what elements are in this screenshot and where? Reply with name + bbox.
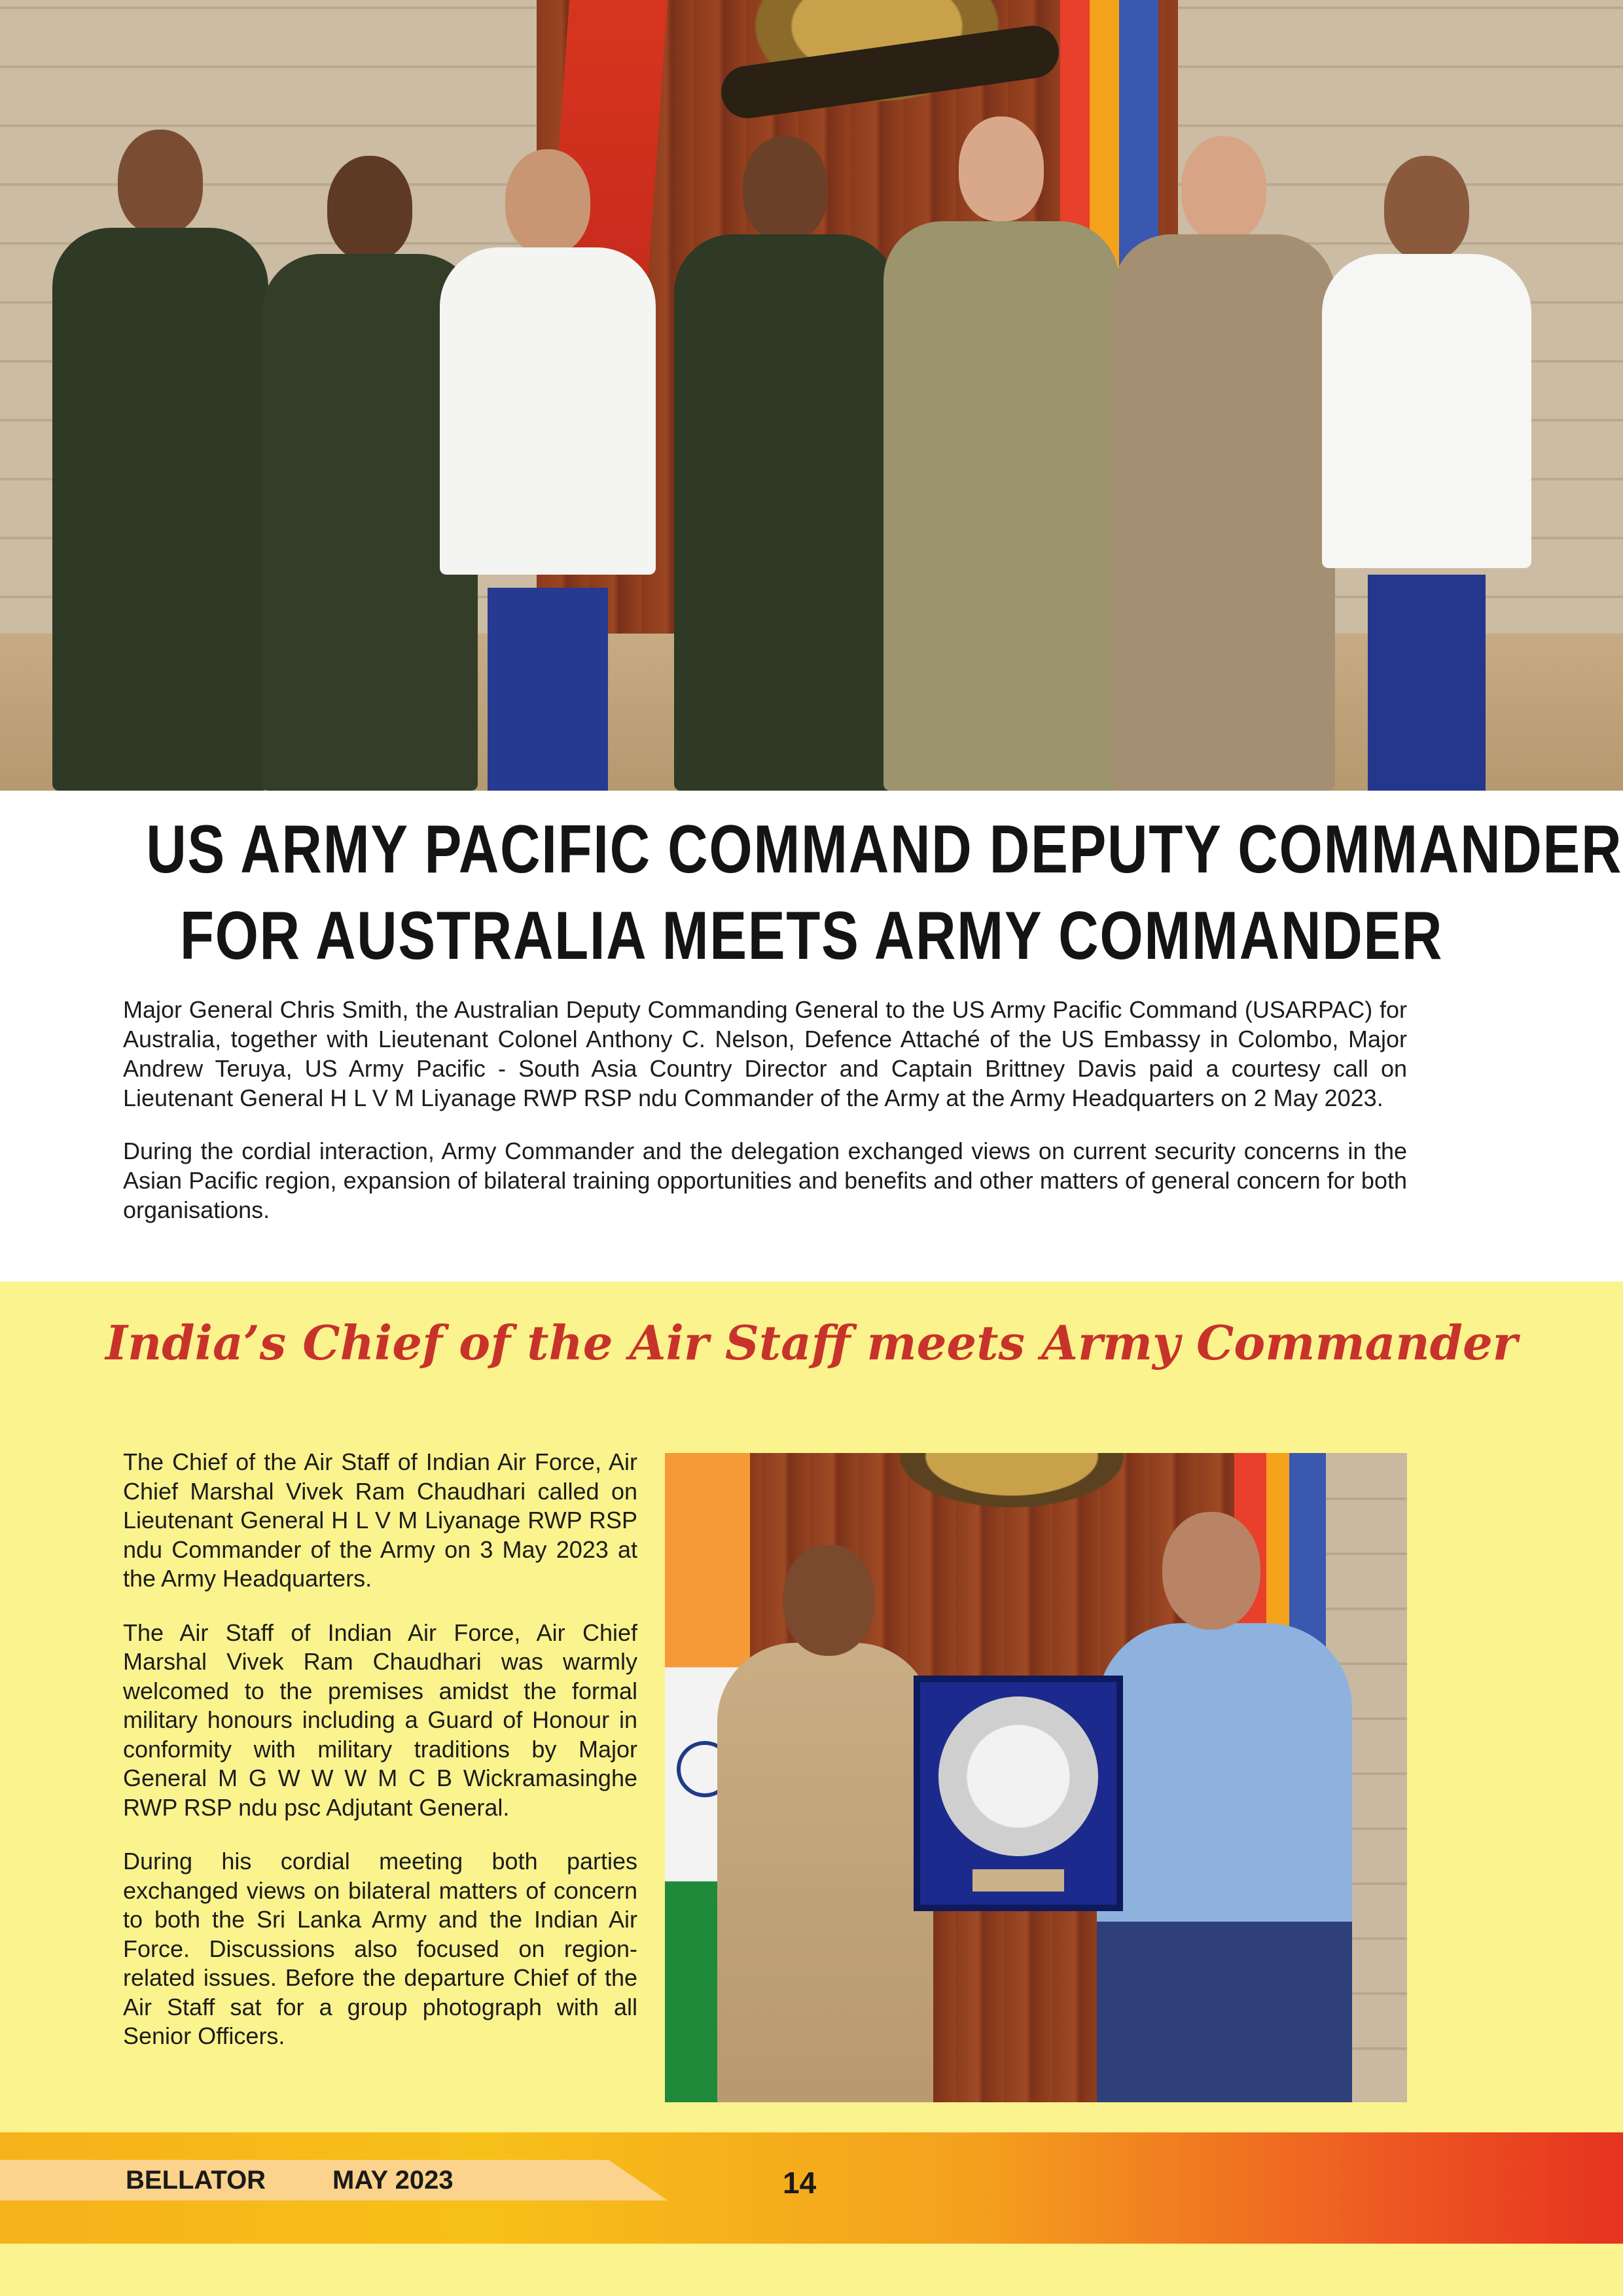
army-crest-icon — [861, 1453, 1162, 1525]
article2-paragraph: The Chief of the Air Staff of Indian Air Force, Air Chief Marshal Vivek Ram Chaudhari called on Lieutenant General H L V M Liyanage RWP RSP ndu Commander of the Army on 3 May 2023 at the Army Headquarters. — [123, 1448, 637, 1592]
footer-magazine-name: BELLATOR — [126, 2166, 266, 2195]
article2-body — [123, 1448, 637, 2076]
person-5 — [883, 117, 1119, 791]
plaque-presentation-photo — [665, 1453, 1407, 2102]
article1-title-line1: US ARMY PACIFIC COMMAND DEPUTY COMMANDER — [146, 812, 1623, 888]
article1-paragraph: Major General Chris Smith, the Australian Deputy Commanding General to the US Army Pacific Command (USARPAC) for Australia, together with Lieutenant Colonel Anthony C. Nelson, Defence Attaché of the US Embassy in Colombo, Major Andrew Teruya, US Army Pacific - South Asia Country Director and Captain Brittney Davis paid a courtesy call on Lieutenant General H L V M Liyanage RWP RSP ndu Commander of the Army at the Army Headquarters on 2 May 2023. — [123, 996, 1407, 1111]
page-number: 14 — [783, 2166, 817, 2200]
article1-title — [146, 806, 1623, 979]
person-7 — [1322, 156, 1531, 791]
person-1 — [52, 130, 268, 791]
article1-paragraph: During the cordial interaction, Army Commander and the delegation exchanged views on current security concerns in the Asian Pacific region, expansion of bilateral training opportunities and benefits and other matters of general concern for both organisations. — [123, 1138, 1407, 1223]
article2-title: India’s Chief of the Air Staff meets Army Commander — [105, 1315, 1518, 1371]
article1-title-line2: FOR AUSTRALIA MEETS ARMY COMMANDER — [179, 898, 1444, 974]
army-commander-figure — [717, 1643, 933, 2102]
article2-paragraph: The Air Staff of Indian Air Force, Air Chief Marshal Vivek Ram Chaudhari was warmly welcomed to the premises amidst the formal military honours including a Guard of Honour in conformity with military traditions by Major General M G W W W M C B Wickramasinghe RWP RSP ndu psc Adjutant General. — [123, 1619, 637, 1821]
person-6 — [1113, 136, 1335, 791]
plaque-nameplate — [972, 1869, 1064, 1892]
footer-bottom-band — [0, 2244, 1623, 2296]
air-chief-head — [1162, 1512, 1260, 1630]
footer-issue-date: MAY 2023 — [332, 2166, 454, 2195]
air-chief-figure — [1097, 1623, 1352, 2102]
article1-body — [123, 995, 1407, 1248]
army-commander-head — [783, 1545, 874, 1656]
person-4 — [674, 136, 897, 791]
article2-paragraph: During his cordial meeting both parties exchanged views on bilateral matters of concern to both the Sri Lanka Army and the Indian Air Force. Discussions also focused on region-related issues. Before the departure Chief of the Air Staff sat for a group photograph with all Senior Officers. — [123, 1848, 637, 2049]
person-3 — [440, 149, 656, 791]
group-photo-usarpac — [0, 0, 1623, 791]
plaque-emblem-icon — [938, 1696, 1098, 1856]
